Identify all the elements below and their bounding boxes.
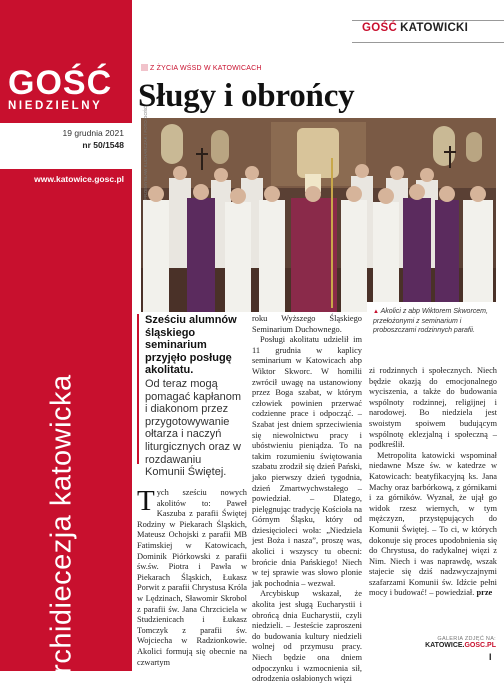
archdiocese-vertical-title: Archidiecezja katowicka (45, 374, 78, 694)
gosc-katowicki-brand (362, 22, 468, 34)
column-3-paragraph-2 (369, 451, 497, 599)
column-3-top: zi rodzinnych i społecznych. Niech będzie okazją do emocjonalnego wyciszenia, a także do budowania wspólnoty rodzinnej, religijnej i narodowej. Bo niedziela jest swoistym spoiwem budującym wspólnotę eklezjalną i społeczną – podkreślił. (369, 366, 497, 450)
gallery-url[interactable] (410, 642, 496, 649)
photo-caption (367, 302, 500, 341)
red-sidebar (0, 0, 132, 694)
section-label: Z ŻYCIA WŚSD W KATOWICACH (141, 64, 262, 72)
lead-strong: Sześciu alumnów śląskiego seminarium przyjęło posługę akolitatu. (145, 314, 237, 377)
column-2-top: roku Wyższego Śląskiego Seminarium Duchownego. (252, 314, 362, 334)
lead-light: Od teraz mogą pomagać kapłanom i diakonom przez przygotowywanie ołtarza i naczyń liturgicznych oraz w rozdawaniu Komunii Świętej. (145, 377, 242, 479)
article-column-1 (137, 485, 247, 668)
page-number: I (489, 652, 492, 662)
issue-date: 19 grudnia 2021 (62, 128, 124, 138)
logo-gosc-text: GOŚĆ (8, 64, 113, 102)
drop-cap: T (137, 485, 155, 517)
site-url: www.katowice.gosc.pl (34, 174, 124, 184)
caption-text: Akolici z abp Wiktorem Skworcem, przełożonymi z seminarium i proboszczami rodzinnych parafii. (373, 308, 488, 334)
logo-niedzielny-text: NIEDZIELNY (8, 100, 103, 112)
gallery-url-a: KATOWICE. (425, 642, 465, 649)
column-2-paragraph-3: Arcybiskup wskazał, że akolita jest sługą Eucharystii i obrońcą dnia Eucharystii, czyli niedzieli. – Jesteście zaproszeni do budowania kultury niedzieli wolnej od przymusu pracy. Niech będzie ona dniem odpoczynku i wzmocnienia sił, odrodzenia osłabionych więzi (252, 589, 362, 684)
group-photo (141, 118, 496, 312)
column-3-continuation: prze (476, 588, 493, 598)
gallery-note (410, 636, 496, 649)
header-rule-top (352, 20, 504, 21)
article-title: Sługy i obrońcy (138, 78, 355, 114)
brand-katowicki: KATOWICKI (400, 22, 469, 34)
article-column-2 (252, 314, 362, 685)
header-rule-bottom (352, 42, 504, 43)
photo-credit: PRZEMYSŁAW KUCHARCZAK / FOTO GOŚĆ (143, 105, 148, 200)
brand-gosc: GOŚĆ (362, 22, 398, 34)
column-1-text: ych sześciu nowych akolitów to: Paweł Kaszuba z parafii Świętej Rodziny w Piekarach Śląskich, Mateusz Ochojski z parafii MB Fatimskiej w Katowicach, Dominik Piórkowski z parafii św.św. Piotra i Pawła w Piekarach Śląskich, Łukasz Porwit z parafii Chrystusa Króla w Lędzinach, Sławomir Skrobol z parafii św. Jana Chrzciciela w Studzienicach i Łukasz Tomczyk z parafii św. Wojciecha w Radzionkowie. Akolici formują się obecnie na czwartym (137, 488, 247, 667)
gosc-niedzielny-logo (8, 64, 126, 112)
issue-number: nr 50/1548 (82, 140, 124, 150)
caption-triangle-icon: ▲ (373, 309, 379, 315)
gallery-label: GALERIA ZDJĘĆ NA: (437, 636, 496, 642)
issue-info (0, 123, 132, 169)
chapel-group-illustration (141, 118, 496, 312)
column-3-paragraph-2-text: Metropolita katowicki wspominał niedawne Msze św. w katedrze w Katowicach: beatyfikacyjną ks. Jana Machy oraz barbórkową, z górnikami i za górników. Wyznał, że ujął go widok rzesz wiernych, w tym mężczyzn, przystępujących do Komunii Świętej. – To ci, w których dokonuje się proces upodobnienia się do Chrystusa, do radykalnej więzi z Nim. Niech i was naprawdę, wszak stajecie się dziś nadzwyczajnymi szafarzami Komunii św. Idźcie pełni mocy i budować! – powiedział. (369, 450, 497, 598)
gallery-url-b: GOSC.PL (464, 642, 496, 649)
article-column-3 (369, 366, 497, 599)
lead-box (137, 314, 244, 479)
column-2-paragraph-2: Posługi akolitatu udzielił im 11 grudnia w kaplicy seminarium w Katowicach abp Wiktor Skworc. W homilii zwrócił uwagę na ustanowiony przez Boga szabat, w którym człowiek powinien przerwać codzienne prace i odpocząć. – Szabat jest dniem sprzeciwienia się niewolnictwu pracy i ubóstwieniu pieniądza. To na takim rozumieniu świętowania szabatu zrodził się dzień Pański, jako pierwszy dzień tygodnia, dzień Zmartwychwstałego – powiedział. – Dlatego, pielęgnując tradycję Kościoła na Górnym Śląsku, który od dziesięcioleci woła: „Niedziela jest Boża i nasza”, proszę was, akolici i wszyscy tu obecni: brońcie dnia Pańskiego! Niech w tej sprawie was słowo plonie jak pochodnia – wezwał. (252, 335, 362, 588)
